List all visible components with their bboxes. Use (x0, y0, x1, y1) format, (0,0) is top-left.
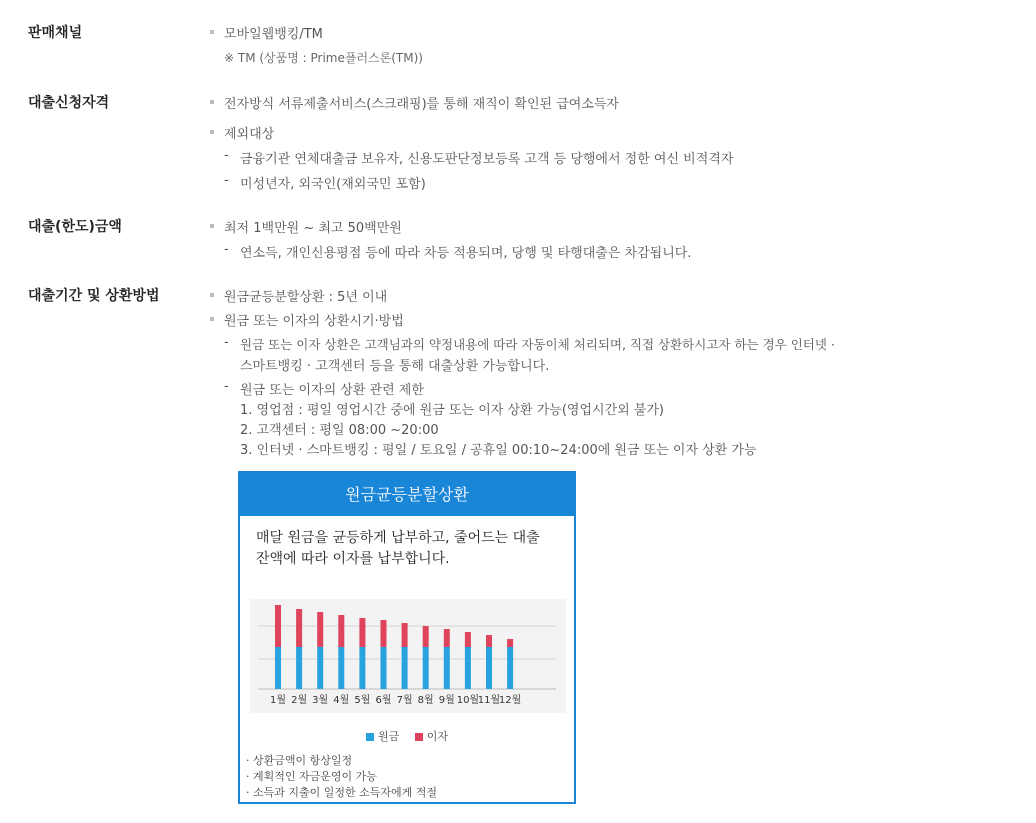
bar-원금-1월 (275, 647, 281, 689)
x-tick-label: 1월 (269, 695, 287, 706)
x-tick-label: 10월 (456, 695, 480, 706)
card-point: · 소득과 지출이 일정한 소득자에게 적절 (246, 785, 437, 801)
bullet (210, 224, 214, 228)
x-tick-label: 3월 (312, 695, 329, 706)
term-sub-1b: 스마트뱅킹 · 고객센터 등을 통해 대출상환 가능합니다. (240, 359, 550, 374)
bar-이자-12월 (507, 639, 513, 647)
bar-chart (250, 599, 566, 713)
term-num-1: 1. 영업점 : 평일 영업시간 중에 원금 또는 이자 상환 가능(영업시간외 불가) (240, 403, 665, 418)
channel-item: 모바일웹뱅킹/TM (224, 27, 323, 42)
card-description (256, 528, 556, 570)
bar-이자-2월 (296, 609, 302, 647)
term-num-2: 2. 고객센터 : 평일 08:00 ~20:00 (240, 423, 439, 438)
bar-이자-9월 (444, 629, 450, 647)
x-tick-label: 6월 (375, 695, 392, 706)
eligibility-sub-1: 금융기관 연체대출금 보유자, 신용도판단정보등록 고객 등 당행에서 정한 여신 비적격자 (240, 152, 734, 167)
eligibility-item-1: 전자방식 서류제출서비스(스크래핑)를 통해 재직이 확인된 급여소득자 (224, 97, 619, 112)
card-title: 원금균등분할상환 (240, 473, 574, 516)
bar-원금-12월 (507, 647, 513, 689)
bar-원금-9월 (444, 647, 450, 689)
chart-area (250, 599, 566, 713)
bar-이자-7월 (402, 623, 408, 647)
dash: - (224, 173, 229, 188)
dash: - (224, 148, 229, 163)
term-sub-1a: 원금 또는 이자 상환은 고객님과의 약정내용에 따라 자동이체 처리되며, 직접 상환하시고자 하는 경우 인터넷 · (240, 337, 835, 352)
bar-원금-2월 (296, 647, 302, 689)
bar-원금-10월 (465, 647, 471, 689)
section-title-term: 대출기간 및 상환방법 (28, 288, 160, 304)
eligibility-item-2: 제외대상 (224, 127, 275, 142)
x-tick-label: 4월 (333, 695, 350, 706)
card-points (246, 753, 437, 801)
x-tick-label: 11월 (477, 695, 501, 706)
bar-원금-6월 (381, 647, 387, 689)
x-tick-label: 7월 (396, 695, 413, 706)
legend-item-interest (415, 728, 448, 744)
term-sub-2: 원금 또는 이자의 상환 관련 제한 (240, 383, 424, 398)
bar-원금-5월 (359, 647, 365, 689)
card-desc-line-1: 매달 원금을 균등하게 납부하고, 줄어드는 대출 (256, 530, 540, 546)
amount-sub: 연소득, 개인신용평점 등에 따라 차등 적용되며, 당행 및 타행대출은 차감됩니다. (240, 246, 692, 261)
card-point: · 계획적인 자금운영이 가능 (246, 769, 437, 785)
bar-이자-5월 (359, 618, 365, 647)
x-tick-label: 5월 (354, 695, 371, 706)
section-title-amount: 대출(한도)금액 (28, 219, 122, 235)
amount-item: 최저 1백만원 ~ 최고 50백만원 (224, 221, 402, 236)
dash: - (224, 379, 229, 394)
legend-item-principal (366, 728, 399, 744)
x-tick-label: 9월 (438, 695, 455, 706)
bullet (210, 293, 214, 297)
bullet (210, 30, 214, 34)
x-tick-label: 8월 (417, 695, 434, 706)
section-title-eligibility: 대출신청자격 (28, 95, 110, 111)
legend-label: 원금 (377, 730, 400, 743)
card-point: · 상환금액이 항상일정 (246, 753, 437, 769)
bar-원금-4월 (338, 647, 344, 689)
bar-이자-1월 (275, 605, 281, 647)
bar-이자-6월 (381, 620, 387, 647)
term-item-2: 원금 또는 이자의 상환시기·방법 (224, 314, 404, 329)
term-item-1: 원금균등분할상환 : 5년 이내 (224, 290, 388, 305)
bar-이자-3월 (317, 612, 323, 647)
bar-원금-8월 (423, 647, 429, 689)
bar-이자-11월 (486, 635, 492, 647)
section-title-channel: 판매채널 (28, 25, 83, 41)
x-tick-label: 2월 (291, 695, 308, 706)
card-desc-line-2: 잔액에 따라 이자를 납부합니다. (256, 551, 450, 567)
term-num-3: 3. 인터넷 · 스마트뱅킹 : 평일 / 토요일 / 공휴일 00:10~24:00에 원금 또는 이자 상환 가능 (240, 443, 757, 458)
bar-이자-4월 (338, 615, 344, 647)
bar-원금-3월 (317, 647, 323, 689)
x-tick-label: 12월 (498, 695, 522, 706)
chart-legend (240, 728, 574, 744)
bar-원금-7월 (402, 647, 408, 689)
bullet (210, 130, 214, 134)
bullet (210, 100, 214, 104)
dash: - (224, 242, 229, 257)
dash: - (224, 335, 229, 350)
eligibility-sub-2: 미성년자, 외국인(재외국민 포함) (240, 177, 426, 192)
legend-swatch (415, 733, 423, 741)
bullet (210, 317, 214, 321)
legend-swatch (366, 733, 374, 741)
repayment-card (238, 471, 576, 804)
bar-이자-8월 (423, 626, 429, 647)
bar-이자-10월 (465, 632, 471, 647)
channel-note: ※ TM (상품명 : Prime플러스론(TM)) (224, 51, 423, 65)
bar-원금-11월 (486, 647, 492, 689)
legend-label: 이자 (426, 730, 449, 743)
